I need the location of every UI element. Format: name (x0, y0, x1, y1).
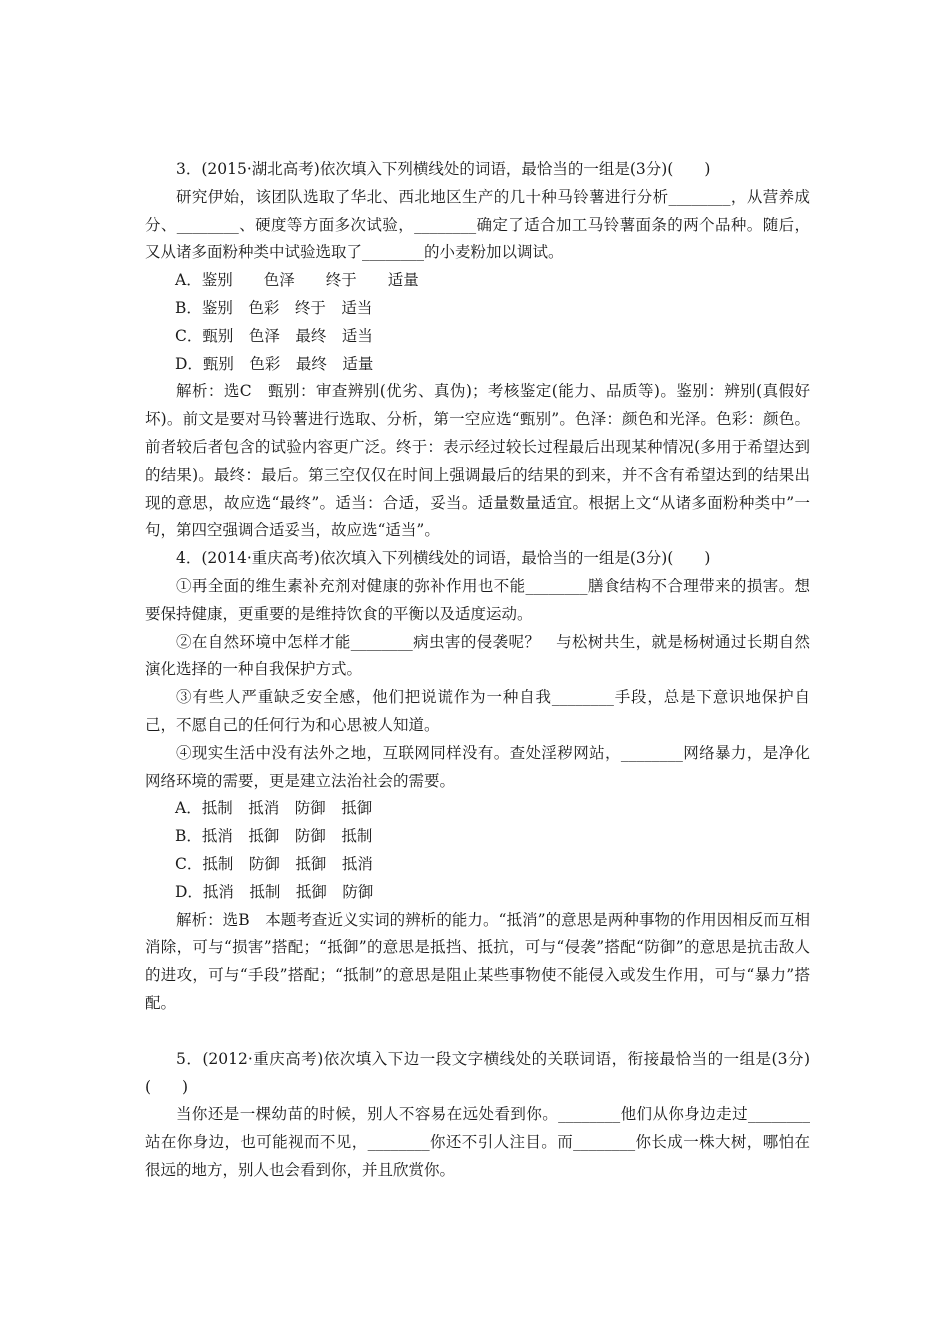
question-4-item-4: ④现实生活中没有法外之地，互联网同样没有。查处淫秽网站，________网络暴力，是净化网络环境的需要，更是建立法治社会的需要。 (145, 743, 810, 790)
question-4-option-c: C．抵制 防御 抵御 抵消 (175, 854, 373, 873)
question-4-option-d: D．抵消 抵制 抵御 防御 (175, 882, 374, 901)
question-4-option-a: A．抵制 抵消 防御 抵御 (175, 799, 373, 818)
question-4-item-1: ①再全面的维生素补充剂对健康的弥补作用也不能________膳食结构不合理带来的损害。想要保持健康，更重要的是维持饮食的平衡以及适度运动。 (145, 576, 810, 623)
question-5-passage: 当你还是一棵幼苗的时候，别人不容易在远处看到你。________他们从你身边走过________站在你身边，也可能视而不见，________你还不引人注目。而________你长成一株大树，哪怕在很远的地方，别人也会看到你，并且欣赏你。 (145, 1105, 810, 1179)
question-3-option-b: B．鉴别 色彩 终于 适当 (175, 298, 373, 317)
section-spacer (145, 1018, 810, 1046)
question-4-item-3: ③有些人严重缺乏安全感，他们把说谎作为一种自我________手段，总是下意识地保护自己，不愿自己的任何行为和心思被人知道。 (145, 688, 810, 734)
question-3-analysis: 解析：选C 甄别：审查辨别(优劣、真伪)；考核鉴定(能力、品质等)。鉴别：辨别(真假好坏)。前文是要对马铃薯进行选取、分析，第一空应选“甄别”。色泽：颜色和光泽。色彩：颜色。前者较后者包含的试验内容更广泛。终于：表示经过较长过程最后出现某种情况(多用于希望达到的结果)。最终：最后。第三空仅仅在时间上强调最后的结果的到来，并不含有希望达到的结果出现的意思，故应选“最终”。适当：合适，妥当。适量数量适宜。根据上文“从诸多面粉种类中”一句，第四空强调合适妥当，故应选“适当”。 (145, 382, 810, 540)
question-4-stem: 4．(2014·重庆高考)依次填入下列横线处的词语，最恰当的一组是(3分)( ) (176, 549, 711, 568)
question-4-item-2: ②在自然环境中怎样才能________病虫害的侵袭呢？ 与松树共生，就是杨树通过长期自然演化选择的一种自我保护方式。 (145, 632, 810, 679)
question-3-option-a: A．鉴别 色泽 终于 适量 (175, 271, 419, 290)
question-3-stem: 3．(2015·湖北高考)依次填入下列横线处的词语，最恰当的一组是(3分)( ) (176, 160, 711, 178)
question-5-stem: 5．(2012·重庆高考)依次填入下边一段文字横线处的关联词语，衔接最恰当的一组是(3分)( ) (145, 1049, 810, 1096)
question-3-option-d: D．甄别 色彩 最终 适量 (175, 354, 374, 373)
question-4-option-b: B．抵消 抵御 防御 抵制 (175, 827, 373, 846)
question-3-option-c: C．甄别 色泽 最终 适当 (175, 326, 373, 345)
question-3-passage: 研究伊始，该团队选取了华北、西北地区生产的几十种马铃薯进行分析________，从营养成分、________、硬度等方面多次试验，________确定了适合加工马铃薯面条的两个品种。随后，又从诸多面粉种类中试验选取了________的小麦粉加以调试。 (145, 187, 810, 262)
document-page (145, 156, 810, 1185)
question-4-analysis: 解析：选B 本题考查近义实词的辨析的能力。“抵消”的意思是两种事物的作用因相反而互相消除，可与“损害”搭配；“抵御”的意思是抵挡、抵抗，可与“侵袭”搭配“防御”的意思是抗击敌人的进攻，可与“手段”搭配；“抵制”的意思是阻止某些事物使不能侵入或发生作用，可与“暴力”搭配。 (145, 910, 810, 1012)
